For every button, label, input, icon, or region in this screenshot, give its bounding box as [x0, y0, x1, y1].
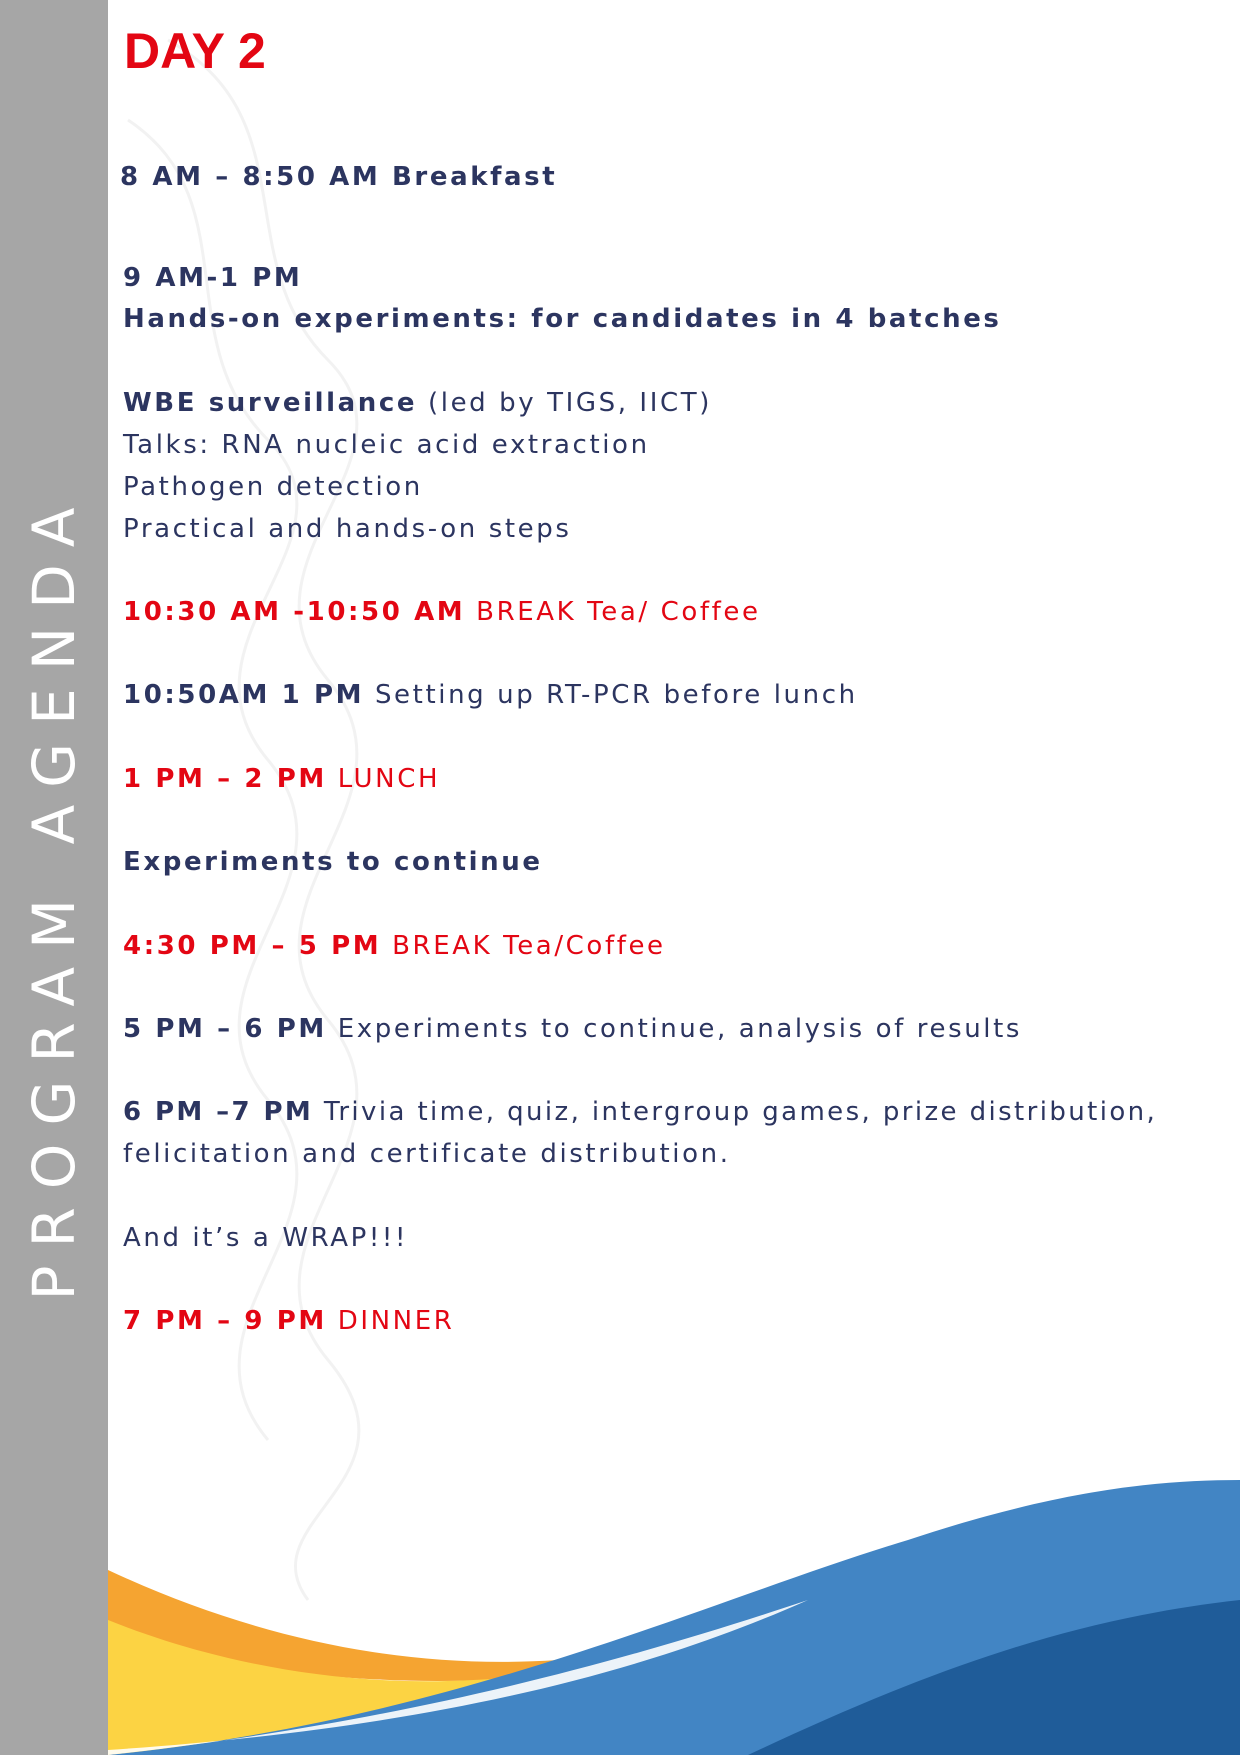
breakfast-time: 8 AM – 8:50 AM: [120, 162, 381, 192]
dinner-time: 7 PM – 9 PM: [123, 1306, 327, 1336]
agenda-break-2: [123, 929, 666, 963]
wbe-label: WBE surveillance: [123, 388, 418, 418]
agenda-trivia: [123, 1095, 1157, 1129]
dinner-label: DINNER: [326, 1306, 455, 1336]
agenda-dinner: [123, 1304, 454, 1338]
trivia-time: 6 PM –7 PM: [123, 1097, 314, 1127]
agenda-trivia-line2: felicitation and certificate distribution.: [123, 1139, 731, 1169]
agenda-wrap: And it’s a WRAP!!!: [123, 1223, 408, 1253]
rtpcr-label: Setting up RT-PCR before lunch: [364, 680, 858, 710]
analysis-time: 5 PM – 6 PM: [123, 1014, 327, 1044]
agenda-rtpcr: [123, 678, 858, 712]
agenda-talk-1: Talks: RNA nucleic acid extraction: [123, 430, 650, 460]
agenda-lunch: [123, 762, 440, 796]
agenda-breakfast: [120, 160, 557, 194]
breakfast-label: Breakfast: [392, 162, 558, 192]
break-2-label: BREAK Tea/Coffee: [381, 931, 666, 961]
decorative-waves: [108, 1460, 1240, 1755]
page-title: DAY 2: [124, 23, 266, 79]
analysis-label: Experiments to continue, analysis of results: [326, 1014, 1023, 1044]
break-2-time: 4:30 PM – 5 PM: [123, 931, 382, 961]
wbe-lead: (led by TIGS, IICT): [417, 388, 712, 418]
trivia-label: Trivia time, quiz, intergroup games, prize distribution,: [313, 1097, 1158, 1127]
agenda-analysis: [123, 1012, 1022, 1046]
lunch-time: 1 PM – 2 PM: [123, 764, 327, 794]
agenda-talk-2: Pathogen detection: [123, 472, 423, 502]
agenda-talk-3: Practical and hands-on steps: [123, 514, 572, 544]
break-1-label: BREAK Tea/ Coffee: [465, 597, 761, 627]
break-1-time: 10:30 AM -10:50 AM: [123, 597, 466, 627]
agenda-break-1: [123, 595, 761, 629]
rtpcr-time: 10:50AM 1 PM: [123, 680, 365, 710]
agenda-continue: Experiments to continue: [123, 847, 543, 877]
sidebar-label: PROGRAM AGENDA: [20, 489, 88, 1301]
agenda-session-time: 9 AM-1 PM: [123, 263, 303, 293]
sidebar: [0, 0, 108, 1755]
agenda-session-title: Hands-on experiments: for candidates in 4 batches: [123, 304, 1002, 334]
lunch-label: LUNCH: [326, 764, 441, 794]
agenda-wbe: [123, 386, 712, 420]
